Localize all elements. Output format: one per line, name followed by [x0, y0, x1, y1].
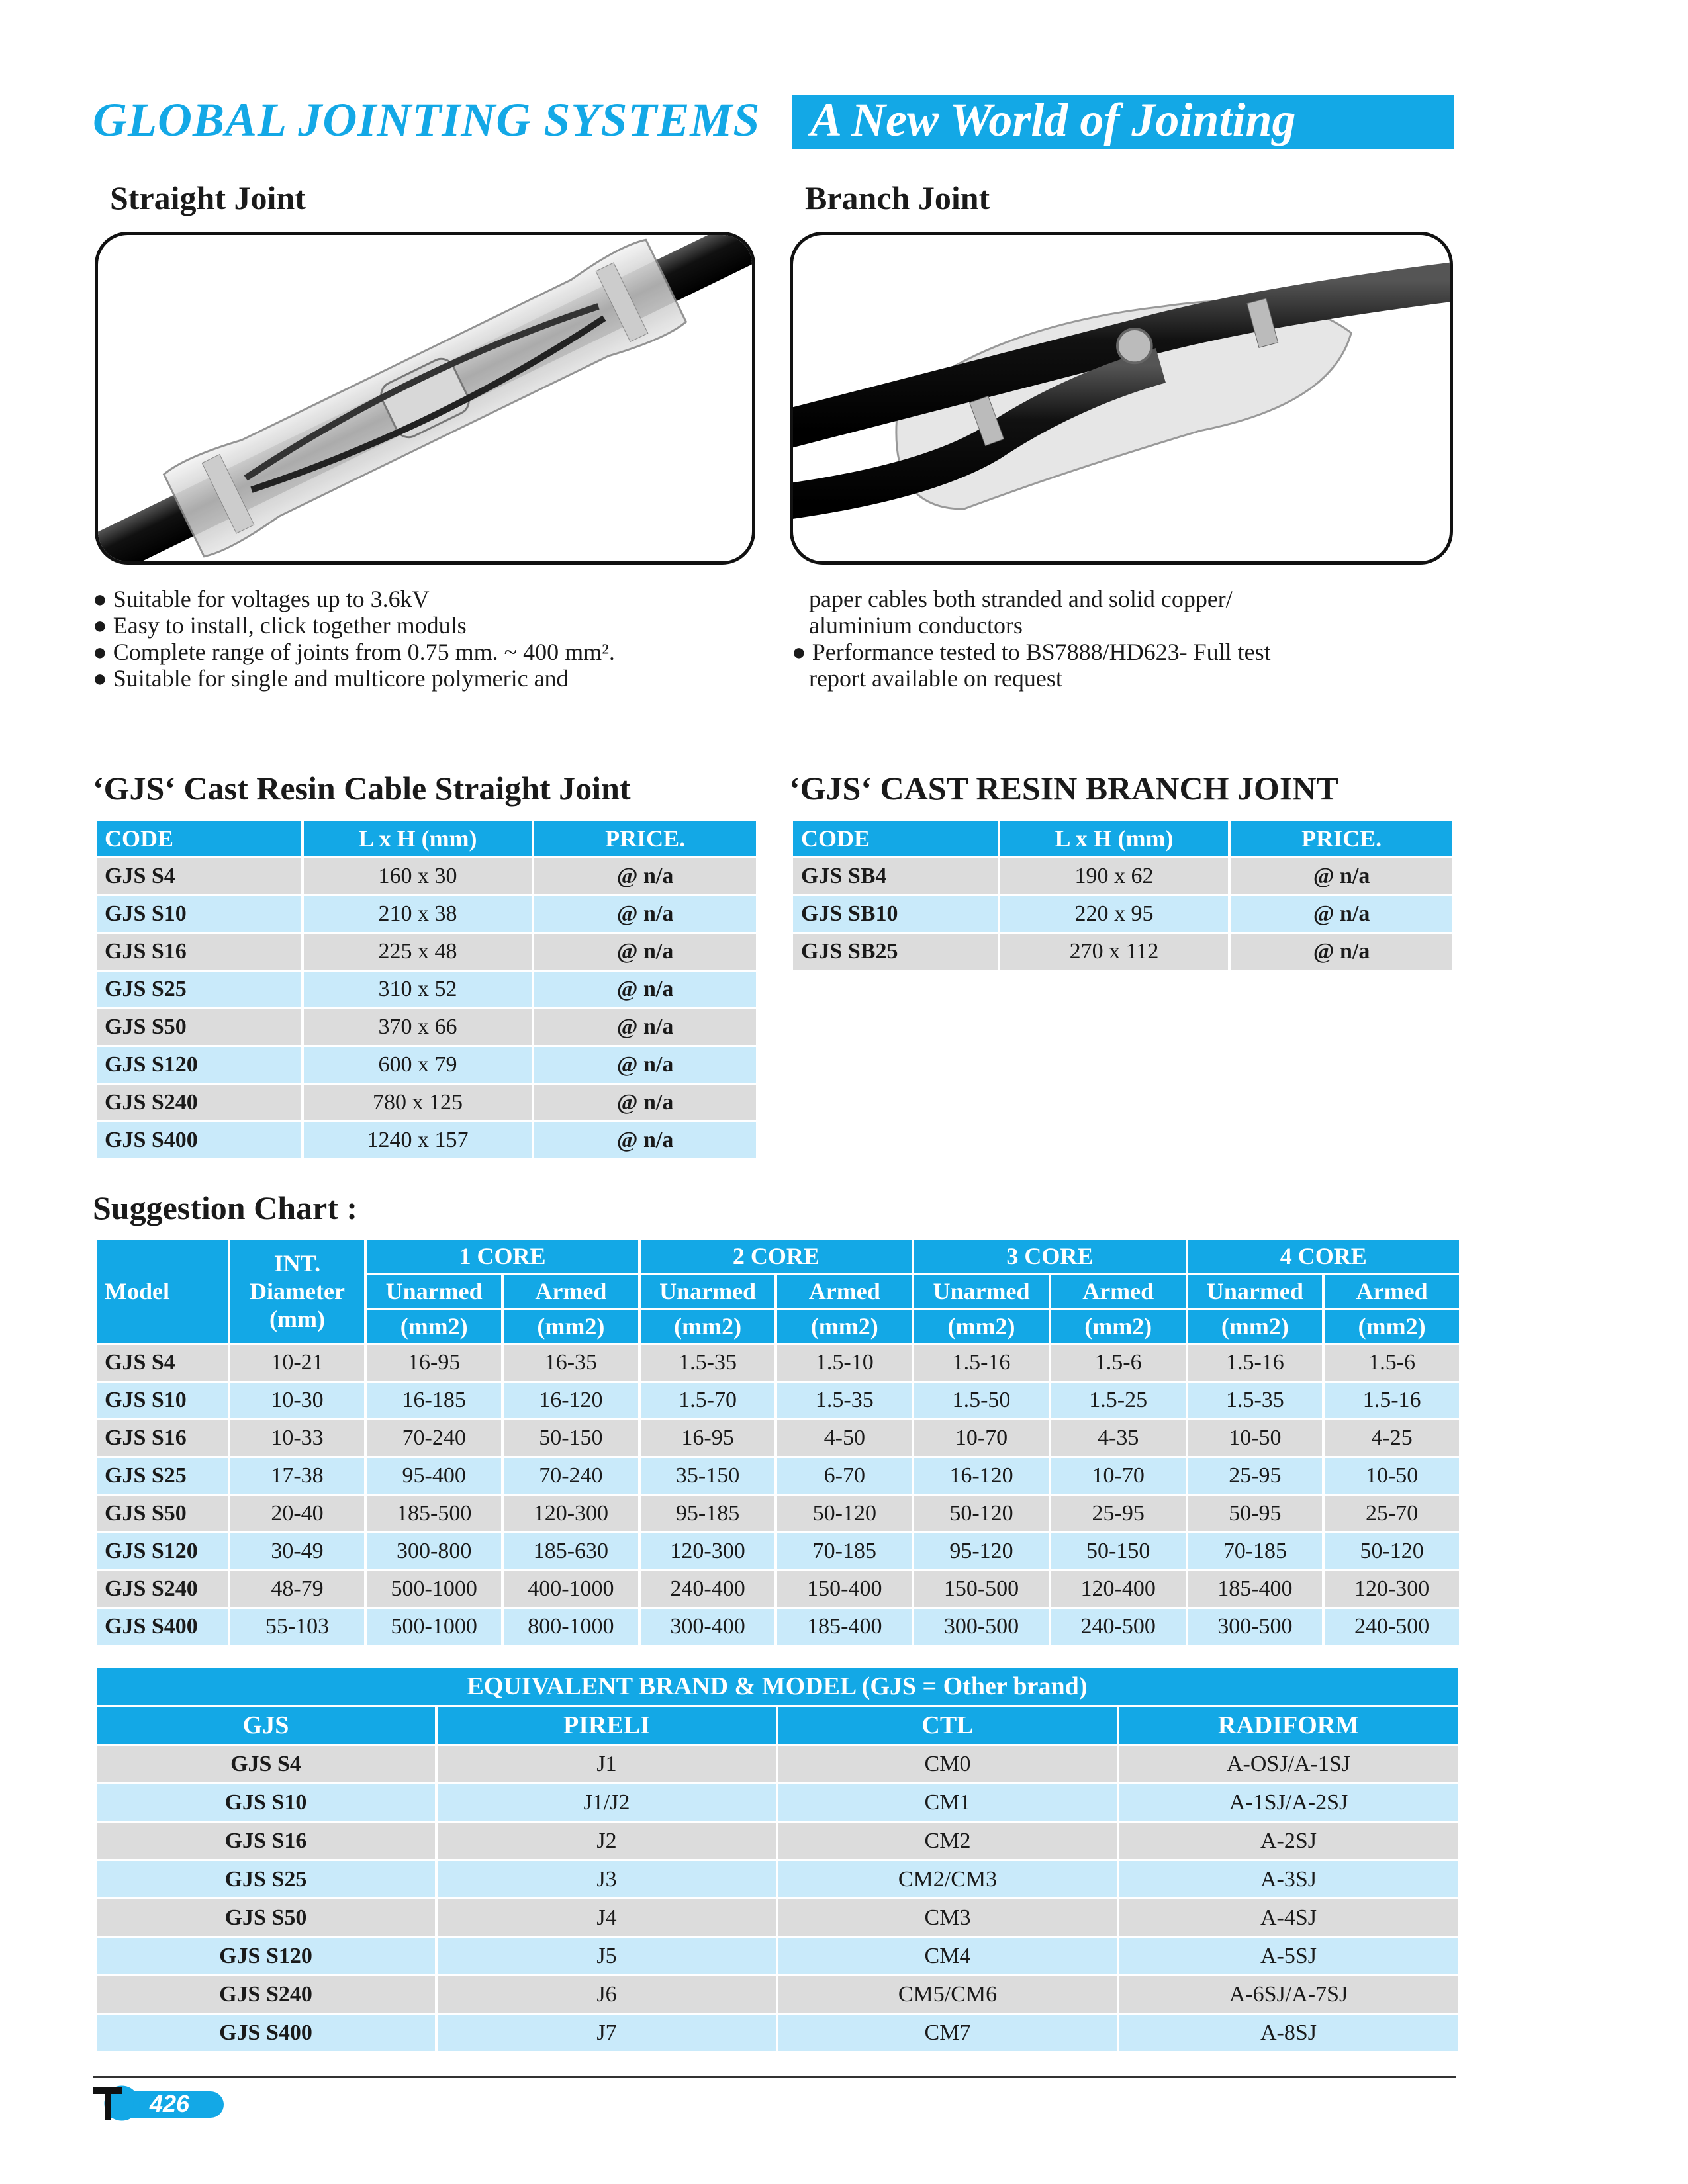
range-cell: 1.5-70 [641, 1383, 775, 1418]
price-cell: @ n/a [534, 1122, 756, 1158]
range-cell: 185-630 [504, 1533, 638, 1569]
equivalent-model-cell: A-3SJ [1119, 1861, 1458, 1897]
range-cell: 4-35 [1051, 1420, 1186, 1456]
range-cell: 4-25 [1325, 1420, 1459, 1456]
table-row [793, 896, 1452, 932]
range-cell: 10-50 [1325, 1458, 1459, 1494]
page-number: 426 [150, 2090, 190, 2117]
diameter-header-line: (mm) [269, 1306, 325, 1332]
model-cell: GJS S10 [97, 1383, 228, 1418]
footer-rule [93, 2076, 1456, 2078]
table-row [97, 2015, 1458, 2051]
range-cell: 4-50 [777, 1420, 912, 1456]
price-cell: @ n/a [534, 1047, 756, 1083]
model-cell: GJS S25 [97, 1458, 228, 1494]
gjs-model-cell: GJS S4 [97, 1746, 435, 1782]
range-cell: 300-400 [641, 1609, 775, 1645]
table-row [97, 1496, 1459, 1531]
unarmed-header: Unarmed [1188, 1275, 1323, 1308]
tagline: A New World of Jointing [810, 93, 1296, 146]
gjs-model-cell: GJS S25 [97, 1861, 435, 1897]
diameter-header [230, 1240, 365, 1343]
table-row [97, 1938, 1458, 1974]
core-group-header: 1 CORE [367, 1240, 637, 1273]
equivalent-model-cell: CM4 [778, 1938, 1117, 1974]
range-cell: 120-400 [1051, 1571, 1186, 1607]
range-cell: 70-240 [367, 1420, 501, 1456]
equivalent-model-cell: CM3 [778, 1899, 1117, 1936]
table-row [97, 1609, 1459, 1645]
equivalent-model-cell: CM5/CM6 [778, 1976, 1117, 2013]
dimension-cell: 210 x 38 [304, 896, 532, 932]
straight-joint-photo [95, 232, 755, 565]
range-cell: 50-120 [1325, 1533, 1459, 1569]
code-cell: GJS S25 [97, 972, 301, 1007]
range-cell: 150-400 [777, 1571, 912, 1607]
equivalent-model-cell: J2 [438, 1823, 776, 1859]
price-cell: @ n/a [534, 934, 756, 970]
range-cell: 16-120 [504, 1383, 638, 1418]
branch-table-title: ‘GJS‘ CAST RESIN BRANCH JOINT [789, 770, 1338, 807]
equivalent-model-cell: A-6SJ/A-7SJ [1119, 1976, 1458, 2013]
suggestion-chart-title: Suggestion Chart : [93, 1189, 358, 1226]
range-cell: 185-400 [777, 1609, 912, 1645]
range-cell: 16-95 [367, 1345, 501, 1381]
branch-joint-photo [790, 232, 1453, 565]
column-header: PRICE. [534, 821, 756, 856]
unit-header: (mm2) [914, 1310, 1049, 1343]
table-row [97, 1383, 1459, 1418]
equivalent-model-cell: J5 [438, 1938, 776, 1974]
range-cell: 25-70 [1325, 1496, 1459, 1531]
table-row [97, 972, 756, 1007]
core-group-header: 4 CORE [1188, 1240, 1459, 1273]
code-cell: GJS S10 [97, 896, 301, 932]
table-row [97, 858, 756, 894]
range-cell: 10-70 [914, 1420, 1049, 1456]
price-cell: @ n/a [534, 1085, 756, 1120]
model-cell: GJS S120 [97, 1533, 228, 1569]
model-cell: GJS S400 [97, 1609, 228, 1645]
armed-header: Armed [777, 1275, 912, 1308]
feature-line: ● Performance tested to BS7888/HD623- Full test [792, 639, 1271, 665]
equivalent-title-row [97, 1668, 1458, 1705]
gjs-model-cell: GJS S10 [97, 1784, 435, 1821]
table-row [97, 1122, 756, 1158]
equivalent-model-cell: CM0 [778, 1746, 1117, 1782]
feature-line: ● Easy to install, click together moduls [93, 612, 467, 639]
code-cell: GJS SB25 [793, 934, 998, 970]
table-header-row [97, 1707, 1458, 1744]
code-cell: GJS S4 [97, 858, 301, 894]
price-cell: @ n/a [534, 896, 756, 932]
feature-line: ● Suitable for single and multicore polymeric and [93, 665, 569, 692]
model-cell: GJS S4 [97, 1345, 228, 1381]
diameter-header-line: Diameter [250, 1278, 345, 1304]
branch-joint-title: Branch Joint [805, 179, 990, 216]
range-cell: 185-500 [367, 1496, 501, 1531]
model-cell: GJS S50 [97, 1496, 228, 1531]
range-cell: 1.5-16 [1188, 1345, 1323, 1381]
range-cell: 10-21 [230, 1345, 365, 1381]
range-cell: 95-120 [914, 1533, 1049, 1569]
table-row [97, 1823, 1458, 1859]
range-cell: 120-300 [1325, 1571, 1459, 1607]
unit-header: (mm2) [1051, 1310, 1186, 1343]
table-row [97, 1899, 1458, 1936]
unit-header: (mm2) [1325, 1310, 1459, 1343]
equivalent-model-cell: A-OSJ/A-1SJ [1119, 1746, 1458, 1782]
branch-joint-table [790, 819, 1455, 972]
dimension-cell: 370 x 66 [304, 1009, 532, 1045]
core-group-header: 3 CORE [914, 1240, 1185, 1273]
table-row [97, 1085, 756, 1120]
range-cell: 50-150 [504, 1420, 638, 1456]
range-cell: 1.5-6 [1051, 1345, 1186, 1381]
range-cell: 1.5-35 [641, 1345, 775, 1381]
gjs-model-cell: GJS S240 [97, 1976, 435, 2013]
range-cell: 150-500 [914, 1571, 1049, 1607]
table-header-row [793, 821, 1452, 856]
armed-header: Armed [1325, 1275, 1459, 1308]
range-cell: 10-70 [1051, 1458, 1186, 1494]
company-logo-icon [93, 2083, 142, 2124]
equivalent-brand-table [94, 1666, 1460, 2053]
feature-line: ● Suitable for voltages up to 3.6kV [93, 586, 430, 612]
table-row [97, 1420, 1459, 1456]
column-header: CODE [793, 821, 998, 856]
column-header: RADIFORM [1119, 1707, 1458, 1744]
feature-line: aluminium conductors [809, 612, 1023, 639]
range-cell: 95-185 [641, 1496, 775, 1531]
equivalent-model-cell: J1/J2 [438, 1784, 776, 1821]
unit-header: (mm2) [777, 1310, 912, 1343]
range-cell: 70-185 [777, 1533, 912, 1569]
equivalent-model-cell: J6 [438, 1976, 776, 2013]
price-cell: @ n/a [1231, 934, 1452, 970]
range-cell: 70-185 [1188, 1533, 1323, 1569]
range-cell: 20-40 [230, 1496, 365, 1531]
dimension-cell: 225 x 48 [304, 934, 532, 970]
equivalent-model-cell: A-1SJ/A-2SJ [1119, 1784, 1458, 1821]
range-cell: 10-33 [230, 1420, 365, 1456]
table-row [97, 1009, 756, 1045]
column-header: PRICE. [1231, 821, 1452, 856]
equivalent-model-cell: CM2/CM3 [778, 1861, 1117, 1897]
column-header: L x H (mm) [304, 821, 532, 856]
range-cell: 1.5-35 [777, 1383, 912, 1418]
gjs-model-cell: GJS S400 [97, 2015, 435, 2051]
dimension-cell: 780 x 125 [304, 1085, 532, 1120]
range-cell: 185-400 [1188, 1571, 1323, 1607]
range-cell: 55-103 [230, 1609, 365, 1645]
range-cell: 1.5-6 [1325, 1345, 1459, 1381]
range-cell: 1.5-16 [1325, 1383, 1459, 1418]
equivalent-model-cell: J1 [438, 1746, 776, 1782]
table-row [97, 1861, 1458, 1897]
range-cell: 16-95 [641, 1420, 775, 1456]
range-cell: 300-500 [1188, 1609, 1323, 1645]
unit-header: (mm2) [367, 1310, 501, 1343]
straight-joint-title: Straight Joint [110, 179, 306, 216]
equivalent-model-cell: CM7 [778, 2015, 1117, 2051]
dimension-cell: 270 x 112 [1000, 934, 1228, 970]
table-row [97, 1571, 1459, 1607]
equivalent-model-cell: J4 [438, 1899, 776, 1936]
range-cell: 48-79 [230, 1571, 365, 1607]
range-cell: 1.5-50 [914, 1383, 1049, 1418]
feature-line: paper cables both stranded and solid copper/ [809, 586, 1233, 612]
equivalent-model-cell: A-2SJ [1119, 1823, 1458, 1859]
equivalent-model-cell: A-8SJ [1119, 2015, 1458, 2051]
range-cell: 240-500 [1051, 1609, 1186, 1645]
table-row [97, 1533, 1459, 1569]
equivalent-model-cell: A-5SJ [1119, 1938, 1458, 1974]
range-cell: 120-300 [641, 1533, 775, 1569]
column-header: CODE [97, 821, 301, 856]
equivalent-table-title: EQUIVALENT BRAND & MODEL (GJS = Other brand) [97, 1668, 1458, 1705]
range-cell: 16-120 [914, 1458, 1049, 1494]
dimension-cell: 310 x 52 [304, 972, 532, 1007]
column-header: L x H (mm) [1000, 821, 1228, 856]
range-cell: 120-300 [504, 1496, 638, 1531]
range-cell: 1.5-10 [777, 1345, 912, 1381]
table-row [793, 858, 1452, 894]
range-cell: 10-30 [230, 1383, 365, 1418]
features-left [93, 586, 615, 692]
model-cell: GJS S240 [97, 1571, 228, 1607]
range-cell: 240-500 [1325, 1609, 1459, 1645]
range-cell: 1.5-25 [1051, 1383, 1186, 1418]
unarmed-header: Unarmed [641, 1275, 775, 1308]
equivalent-model-cell: J7 [438, 2015, 776, 2051]
table-row [97, 1976, 1458, 2013]
column-header: GJS [97, 1707, 435, 1744]
range-cell: 25-95 [1051, 1496, 1186, 1531]
unit-header: (mm2) [1188, 1310, 1323, 1343]
unit-header: (mm2) [641, 1310, 775, 1343]
dimension-cell: 220 x 95 [1000, 896, 1228, 932]
range-cell: 800-1000 [504, 1609, 638, 1645]
suggestion-chart-table [94, 1238, 1462, 1647]
range-cell: 6-70 [777, 1458, 912, 1494]
straight-joint-table [94, 819, 759, 1160]
unarmed-header: Unarmed [914, 1275, 1049, 1308]
table-row [97, 1458, 1459, 1494]
code-cell: GJS SB4 [793, 858, 998, 894]
core-group-row [97, 1240, 1459, 1273]
core-group-header: 2 CORE [641, 1240, 912, 1273]
equivalent-model-cell: A-4SJ [1119, 1899, 1458, 1936]
armed-header: Armed [504, 1275, 638, 1308]
range-cell: 10-50 [1188, 1420, 1323, 1456]
range-cell: 300-500 [914, 1609, 1049, 1645]
gjs-model-cell: GJS S50 [97, 1899, 435, 1936]
range-cell: 50-120 [914, 1496, 1049, 1531]
dimension-cell: 190 x 62 [1000, 858, 1228, 894]
equivalent-model-cell: CM2 [778, 1823, 1117, 1859]
code-cell: GJS S400 [97, 1122, 301, 1158]
range-cell: 70-240 [504, 1458, 638, 1494]
equivalent-model-cell: CM1 [778, 1784, 1117, 1821]
gjs-model-cell: GJS S120 [97, 1938, 435, 1974]
range-cell: 25-95 [1188, 1458, 1323, 1494]
straight-table-title: ‘GJS‘ Cast Resin Cable Straight Joint [93, 770, 631, 807]
code-cell: GJS S240 [97, 1085, 301, 1120]
brand-title: GLOBAL JOINTING SYSTEMS [93, 93, 761, 146]
range-cell: 50-150 [1051, 1533, 1186, 1569]
feature-line: ● Complete range of joints from 0.75 mm. ~ 400 mm². [93, 639, 615, 665]
range-cell: 400-1000 [504, 1571, 638, 1607]
price-cell: @ n/a [534, 1009, 756, 1045]
column-header: CTL [778, 1707, 1117, 1744]
equivalent-model-cell: J3 [438, 1861, 776, 1897]
table-row [97, 1746, 1458, 1782]
feature-line: report available on request [809, 665, 1062, 692]
range-cell: 16-35 [504, 1345, 638, 1381]
dimension-cell: 160 x 30 [304, 858, 532, 894]
range-cell: 1.5-16 [914, 1345, 1049, 1381]
gjs-model-cell: GJS S16 [97, 1823, 435, 1859]
code-cell: GJS SB10 [793, 896, 998, 932]
range-cell: 16-185 [367, 1383, 501, 1418]
price-cell: @ n/a [1231, 858, 1452, 894]
diameter-header-line: INT. [273, 1250, 321, 1277]
dimension-cell: 600 x 79 [304, 1047, 532, 1083]
range-cell: 1.5-35 [1188, 1383, 1323, 1418]
unarmed-header: Unarmed [367, 1275, 501, 1308]
range-cell: 17-38 [230, 1458, 365, 1494]
table-row [97, 896, 756, 932]
price-cell: @ n/a [534, 858, 756, 894]
code-cell: GJS S16 [97, 934, 301, 970]
model-header: Model [97, 1240, 228, 1343]
armed-header: Armed [1051, 1275, 1186, 1308]
model-cell: GJS S16 [97, 1420, 228, 1456]
range-cell: 50-120 [777, 1496, 912, 1531]
range-cell: 30-49 [230, 1533, 365, 1569]
column-header: PIRELI [438, 1707, 776, 1744]
range-cell: 240-400 [641, 1571, 775, 1607]
code-cell: GJS S120 [97, 1047, 301, 1083]
range-cell: 50-95 [1188, 1496, 1323, 1531]
table-row [97, 1345, 1459, 1381]
table-row [97, 1784, 1458, 1821]
code-cell: GJS S50 [97, 1009, 301, 1045]
range-cell: 35-150 [641, 1458, 775, 1494]
range-cell: 300-800 [367, 1533, 501, 1569]
table-row [97, 934, 756, 970]
unit-header: (mm2) [504, 1310, 638, 1343]
price-cell: @ n/a [1231, 896, 1452, 932]
table-row [793, 934, 1452, 970]
features-right [792, 586, 1271, 692]
price-cell: @ n/a [534, 972, 756, 1007]
range-cell: 95-400 [367, 1458, 501, 1494]
table-header-row [97, 821, 756, 856]
table-row [97, 1047, 756, 1083]
range-cell: 500-1000 [367, 1609, 501, 1645]
range-cell: 500-1000 [367, 1571, 501, 1607]
dimension-cell: 1240 x 157 [304, 1122, 532, 1158]
